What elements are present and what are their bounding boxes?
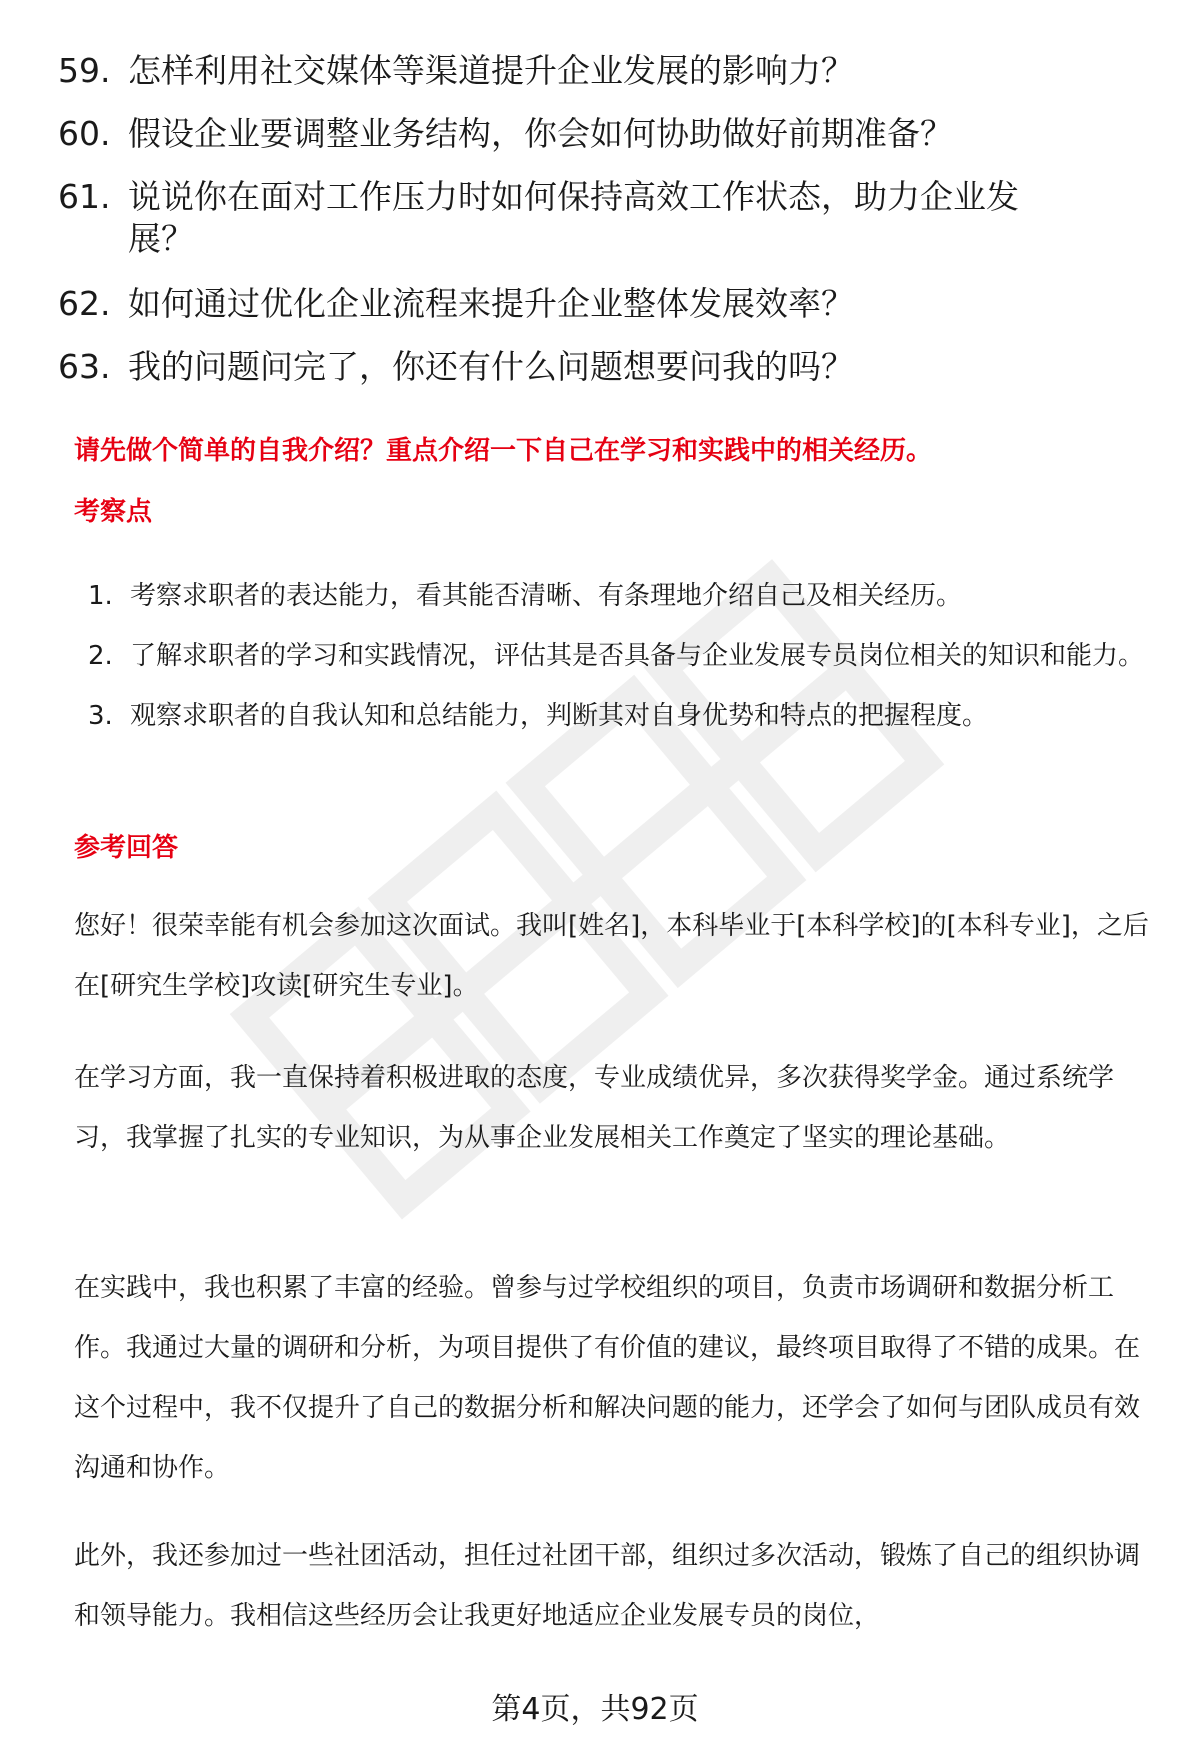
exam-point-item [88, 686, 1158, 746]
question-text: 假设企业要调整业务结构，你会如何协助做好前期准备？ [128, 114, 953, 153]
page-number-label: 第4页，共92页 [491, 1692, 699, 1727]
exam-point-text: 考察求职者的表达能力，看其能否清晰、有条理地介绍自己及相关经历。 [130, 581, 963, 611]
answer-paragraph-text: 您好！很荣幸能有机会参加这次面试。我叫[姓名]，本科毕业于[本科学校]的[本科专业]，之后在[研究生学校]攻读[研究生专业]。 [74, 911, 1149, 1001]
question-number: 61. [58, 177, 111, 216]
question-item [58, 176, 1128, 260]
exam-point-number: 2. [88, 641, 113, 671]
answer-paragraph [74, 1526, 1160, 1646]
question-number: 60. [58, 114, 111, 153]
reference-answer-heading-wrap [74, 830, 1154, 866]
reference-answer-heading: 参考回答 [74, 833, 179, 863]
question-item [58, 113, 1128, 155]
answer-paragraph [74, 1258, 1160, 1498]
featured-question-text: 请先做个简单的自我介绍？重点介绍一下自己在学习和实践中的相关经历。 [74, 436, 933, 466]
exam-point-number: 1. [88, 581, 113, 611]
question-text: 我的问题问完了，你还有什么问题想要问我的吗？ [128, 347, 854, 386]
question-item [58, 346, 1128, 388]
question-list [58, 50, 1128, 409]
exam-point-item [88, 626, 1158, 686]
exam-points-heading: 考察点 [74, 497, 153, 527]
exam-point-number: 3. [88, 701, 113, 731]
watermark-graphic [160, 420, 1060, 1320]
featured-question [74, 433, 1154, 469]
question-item [58, 283, 1128, 325]
question-text: 说说你在面对工作压力时如何保持高效工作状态，助力企业发展？ [128, 177, 1019, 258]
answer-paragraph-text: 此外，我还参加过一些社团活动，担任过社团干部，组织过多次活动，锻炼了自己的组织协调和领导能力。我相信这些经历会让我更好地适应企业发展专员的岗位， [74, 1541, 1141, 1631]
answer-paragraph-text: 在学习方面，我一直保持着积极进取的态度，专业成绩优异，多次获得奖学金。通过系统学习，我掌握了扎实的专业知识，为从事企业发展相关工作奠定了坚实的理论基础。 [74, 1063, 1115, 1153]
question-number: 62. [58, 284, 111, 323]
question-number: 59. [58, 51, 111, 90]
answer-paragraph [74, 1048, 1160, 1168]
exam-point-item [88, 566, 1158, 626]
answer-paragraph-text: 在实践中，我也积累了丰富的经验。曾参与过学校组织的项目，负责市场调研和数据分析工作。我通过大量的调研和分析，为项目提供了有价值的建议，最终项目取得了不错的成果。在这个过程中，我不仅提升了自己的数据分析和解决问题的能力，还学会了如何与团队成员有效沟通和协作。 [74, 1273, 1141, 1483]
question-number: 63. [58, 347, 111, 386]
answer-paragraph [74, 896, 1160, 1016]
exam-points-list [88, 566, 1158, 746]
exam-points-heading-wrap [74, 494, 1154, 530]
question-text: 怎样利用社交媒体等渠道提升企业发展的影响力？ [128, 51, 854, 90]
exam-point-text: 观察求职者的自我认知和总结能力，判断其对自身优势和特点的把握程度。 [130, 701, 989, 731]
question-text: 如何通过优化企业流程来提升企业整体发展效率？ [128, 284, 854, 323]
exam-point-text: 了解求职者的学习和实践情况，评估其是否具备与企业发展专员岗位相关的知识和能力。 [130, 641, 1145, 671]
page-footer [0, 1690, 1190, 1730]
question-item [58, 50, 1128, 92]
